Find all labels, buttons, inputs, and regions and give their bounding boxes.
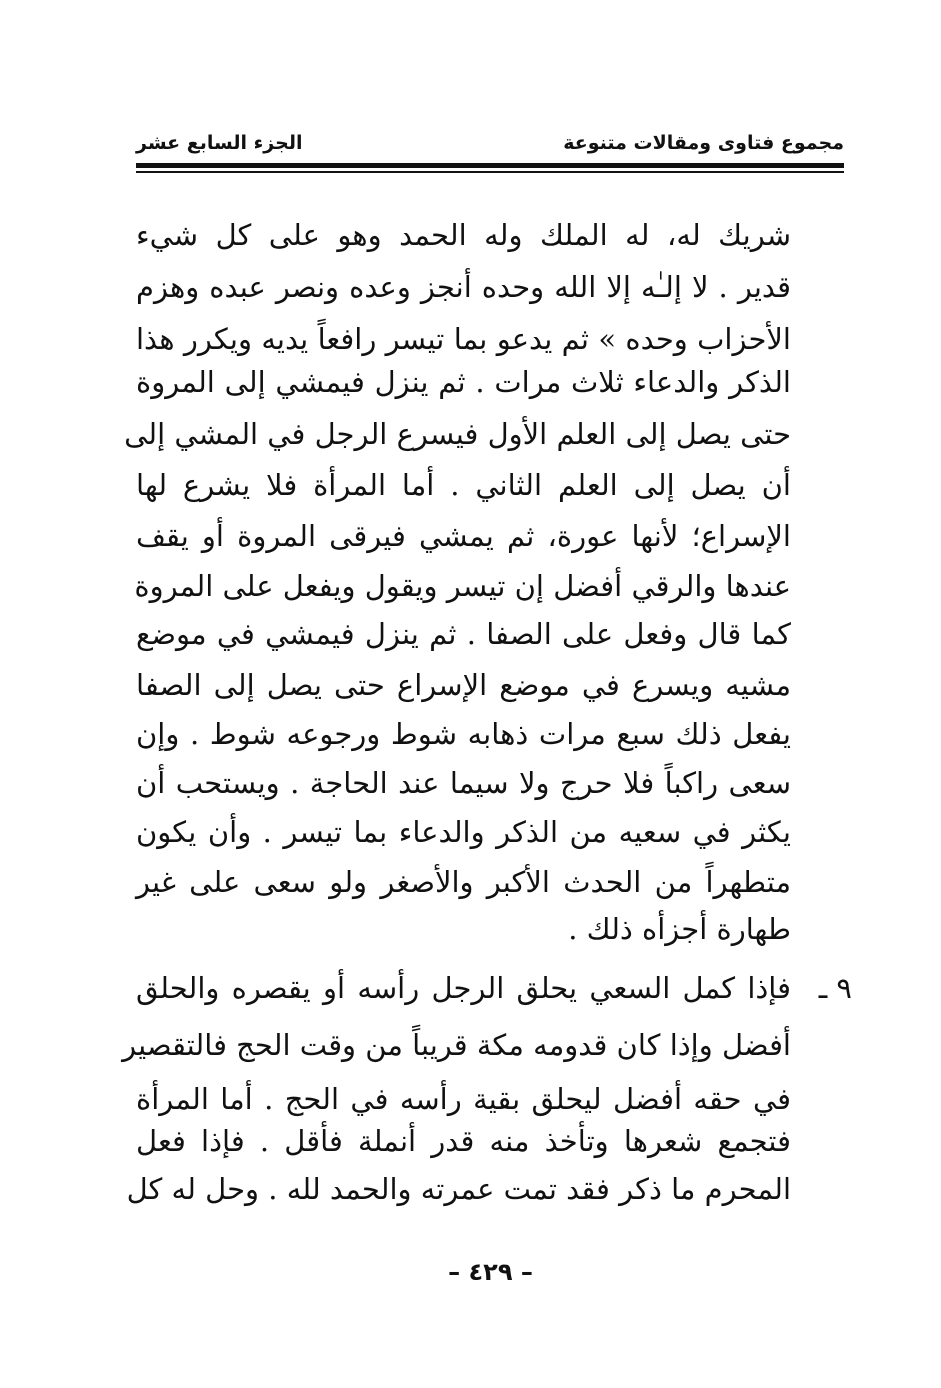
item-line: في حقه أفضل ليحلق بقية رأسه في الحج . أما المرأة (136, 1082, 791, 1116)
body-line: متطهراً من الحدث الأكبر والأصغر ولو سعى على غير (136, 865, 791, 899)
running-header (136, 128, 844, 158)
item-line: فتجمع شعرها وتأخذ منه قدر أنملة فأقل . فإذا فعل (136, 1124, 791, 1158)
body-line: طهارة أجزأه ذلك . (568, 912, 791, 946)
body-line: عندها والرقي أفضل إن تيسر ويقول ويفعل على المروة (134, 569, 791, 603)
body-line: الأحزاب وحده » ثم يدعو بما تيسر رافعاً يديه ويكرر هذا (136, 322, 791, 356)
body-line: كما قال وفعل على الصفا . ثم ينزل فيمشي في موضع (136, 617, 791, 651)
page-number: – ٤٢٩ – (448, 1258, 533, 1286)
body-line: الإسراع؛ لأنها عورة، ثم يمشي فيرقى المروة أو يقف (136, 519, 791, 553)
body-line: حتى يصل إلى العلم الأول فيسرع الرجل في المشي إلى (124, 417, 791, 451)
body-line: مشيه ويسرع في موضع الإسراع حتى يصل إلى الصفا (136, 668, 791, 702)
body-line: قدير . لا إلـٰه إلا الله وحده أنجز وعده ونصر عبده وهزم (136, 270, 791, 304)
body-line: سعى راكباً فلا حرج ولا سيما عند الحاجة . ويستحب أن (136, 766, 791, 800)
item-line: فإذا كمل السعي يحلق الرجل رأسه أو يقصره والحلق (136, 971, 791, 1005)
body-line: أن يصل إلى العلم الثاني . أما المرأة فلا يشرع لها (136, 468, 791, 502)
body-line: الذكر والدعاء ثلاث مرات . ثم ينزل فيمشي إلى المروة (136, 365, 791, 399)
header-rule-thin (136, 171, 844, 173)
item-line: أفضل وإذا كان قدومه مكة قريباً من وقت الحج فالتقصير (122, 1028, 791, 1062)
body-line: شريك له، له الملك وله الحمد وهو على كل شيء (136, 218, 791, 252)
item-number: ٩ ـ (818, 971, 852, 1005)
volume-title: الجزء السابع عشر (136, 132, 303, 154)
header-rule-thick (136, 163, 844, 168)
body-line: يفعل ذلك سبع مرات ذهابه شوط ورجوعه شوط . وإن (136, 717, 791, 751)
book-title: مجموع فتاوى ومقالات متنوعة (563, 132, 844, 154)
body-line: يكثر في سعيه من الذكر والدعاء بما تيسر . وأن يكون (136, 815, 791, 849)
item-line: المحرم ما ذكر فقد تمت عمرته والحمد لله . وحل له كل (126, 1172, 791, 1206)
